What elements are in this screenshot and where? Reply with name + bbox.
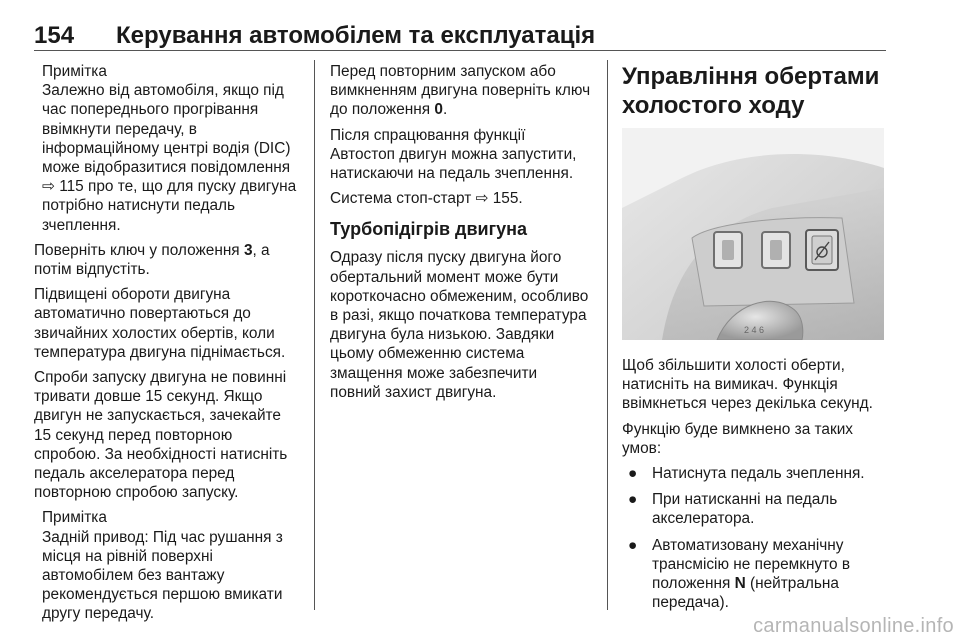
bullet-dot-icon: ● [628,536,638,554]
column-divider-2 [607,60,608,610]
list-item [622,536,890,613]
list-item-text: Натиснута педаль зчеплення. [652,465,865,483]
list-item-text: Автоматизовану механічну трансмісію не перемкнуто в положення [652,536,851,593]
bullet-dot-icon: ● [628,491,638,509]
paragraph: Спроби запуску двигуна не повинні тривати довше 15 секунд. Якщо двигун не запускається, зачекайте 15 секунд перед повторною спробою. За необхідності натисніть педаль акселератора перед повторною спробою запуску. [34,369,288,502]
note-body: Задній привод: Під час рушання з місця на рівній поверхні автомобілем без вантажу рекомендується першою вмикати другу передачу. [42,528,283,623]
list-item-text: (нейтральна передача). [652,575,839,612]
site-watermark[interactable]: carmanualsonline.info [753,615,954,637]
reference-arrow-icon: ⇨ [475,190,489,208]
paragraph-text: Перед повторним запуском або вимкненням двигуна поверніть ключ до положення [330,63,591,119]
key-position: 3 [243,241,253,259]
paragraph [330,189,592,208]
gear-position: N [734,575,746,593]
column-3 [622,62,890,619]
page-reference[interactable]: 155 [492,190,519,208]
conditions-list [622,464,890,612]
note-body: Залежно від автомобіля, якщо під час попереднього прогрівання ввімкнути передачу, в інформаційному центрі водія (DIC) може відобразитися повідомлення [42,82,291,177]
header-divider [34,50,886,51]
paragraph-text: Система стоп-старт [330,190,476,208]
note-block [34,62,300,235]
svg-text:2 4 6: 2 4 6 [744,325,765,335]
note-block [34,508,300,623]
section-heading: Турбопідігрів двигуна [330,219,527,240]
paragraph: Одразу після пуску двигуна його обертальний момент може бути короткочасно обмеженим, особливо в разі, якщо початкова температура двигуна була низькою. Завдяки цьому обмеженню система змащення може забезпечити повний захист двигуна. [330,249,589,401]
note-title: Примітка [42,63,107,80]
page-number: 154 [34,22,75,49]
paragraph: Щоб збільшити холості оберти, натисніть на вимикач. Функція ввімкнеться через декілька секунд. [622,357,873,413]
note-title: Примітка [42,509,107,527]
section-heading: Управління обертами холостого ходу [622,63,880,119]
column-2 [330,62,592,408]
key-position: 0 [434,101,443,119]
reference-arrow-icon: ⇨ [42,178,55,196]
column-1 [34,62,300,630]
list-item [622,464,890,483]
page-reference[interactable]: 115 [59,178,84,196]
paragraph-text: . [518,190,523,208]
paragraph-text: Поверніть ключ у положення [34,241,244,259]
page-header [34,18,886,52]
list-item-text: При натисканні на педаль акселератора. [652,491,838,528]
paragraph [34,241,300,279]
page-title: Керування автомобілем та експлуатація [116,22,596,49]
paragraph: Підвищені обороти двигуна автоматично повертаються до звичайних холостих обертів, коли температура двигуна піднімається. [34,286,286,361]
paragraph-text: , а потім відпустіть. [34,241,270,279]
idle-switch-photo [622,128,884,340]
bullet-dot-icon: ● [628,465,638,483]
note-body-tail: про те, що для пуску двигуна потрібно натиснути педаль зчеплення. [42,178,297,234]
paragraph: Після спрацювання функції Автостоп двигун можна запустити, натискаючи на педаль зчеплення. [330,126,577,183]
column-divider-1 [314,60,315,610]
paragraph-text: . [442,101,448,119]
paragraph: Функцію буде вимкнено за таких умов: [622,420,853,457]
list-item [622,490,890,528]
paragraph [330,62,592,120]
